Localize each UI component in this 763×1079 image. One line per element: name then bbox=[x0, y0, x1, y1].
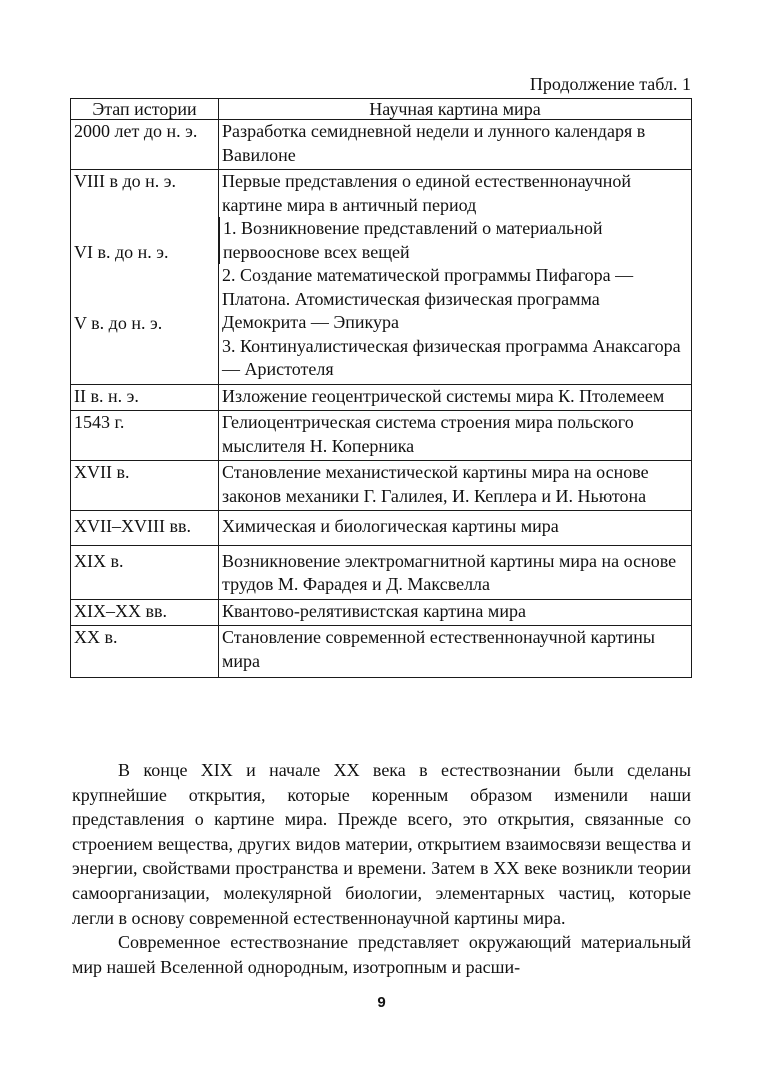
era-label: VI в. до н. э. bbox=[74, 241, 169, 262]
description-cell bbox=[219, 170, 692, 385]
era-cell bbox=[71, 170, 219, 385]
era-label: V в. до н. э. bbox=[74, 312, 163, 333]
table-row bbox=[71, 384, 692, 411]
header-world-picture: Научная картина мира bbox=[219, 99, 692, 120]
description-cell: Гелиоцентрическая система строения мира польского мыслителя Н. Коперника bbox=[219, 411, 692, 461]
era-label bbox=[74, 194, 215, 241]
description-line: Первые представления о единой естественнонаучной картине мира в античный период bbox=[222, 171, 632, 215]
table-row bbox=[71, 411, 692, 461]
era-label: VIII в до н. э. bbox=[74, 171, 176, 191]
era-cell: XVII–XVIII вв. bbox=[71, 511, 219, 546]
history-table bbox=[70, 98, 692, 678]
description-cell: Разработка семидневной недели и лунного календаря в Вавилоне bbox=[219, 120, 692, 170]
era-cell: XX в. bbox=[71, 626, 219, 678]
description-line: 3. Континуалистическая физическая программа Анаксагора — Аристотеля bbox=[222, 335, 681, 379]
description-line: 1. Возникновение представлений о материальной первооснове всех вещей bbox=[219, 217, 688, 264]
description-cell: Химическая и биологическая картины мира bbox=[219, 511, 692, 546]
era-cell: 2000 лет до н. э. bbox=[71, 120, 219, 170]
header-era: Этап истории bbox=[71, 99, 219, 120]
era-cell: XIX в. bbox=[71, 545, 219, 599]
era-cell: 1543 г. bbox=[71, 411, 219, 461]
body-text bbox=[72, 758, 691, 979]
description-cell: Квантово-релятивистская картина мира bbox=[219, 599, 692, 626]
table-row bbox=[71, 461, 692, 511]
description-cell: Становление современной естественнонаучной картины мира bbox=[219, 626, 692, 678]
table-row bbox=[71, 511, 692, 546]
era-cell: II в. н. э. bbox=[71, 384, 219, 411]
description-cell: Изложение геоцентрической системы мира К. Птолемеем bbox=[219, 384, 692, 411]
era-cell: XIX–XX вв. bbox=[71, 599, 219, 626]
paragraph: Современное естествознание представляет окружающий материальный мир нашей Вселенной однородным, изотропным и расши- bbox=[72, 932, 691, 977]
description-line: 2. Создание математической программы Пифагора — Платона. Атомистическая физическая программа Демокрита — Эпикура bbox=[222, 265, 634, 332]
era-cell: XVII в. bbox=[71, 461, 219, 511]
table-row bbox=[71, 545, 692, 599]
table-row bbox=[71, 120, 692, 170]
table-row bbox=[71, 626, 692, 678]
table-header-row bbox=[71, 99, 692, 120]
table-row bbox=[71, 599, 692, 626]
description-cell: Становление механистической картины мира на основе законов механики Г. Галилея, И. Кеплера и И. Ньютона bbox=[219, 461, 692, 511]
table-row bbox=[71, 170, 692, 385]
table-caption: Продолжение табл. 1 bbox=[529, 74, 691, 94]
page-number: 9 bbox=[377, 994, 386, 1011]
description-cell: Возникновение электромагнитной картины мира на основе трудов М. Фарадея и Д. Максвелла bbox=[219, 545, 692, 599]
paragraph: В конце XIX и начале XX века в естествознании были сделаны крупнейшие открытия, которые коренным образом изменили наши представления о картине мира. Прежде всего, это открытия, связанные со строением вещества, других видов материи, открытием взаимосвязи вещества и энергии, свойствами пространства и времени. Затем в XX веке возникли теории самоорганизации, молекулярной биологии, элементарных частиц, которые легли в основу современной естественнонаучной картины мира. bbox=[72, 760, 691, 928]
